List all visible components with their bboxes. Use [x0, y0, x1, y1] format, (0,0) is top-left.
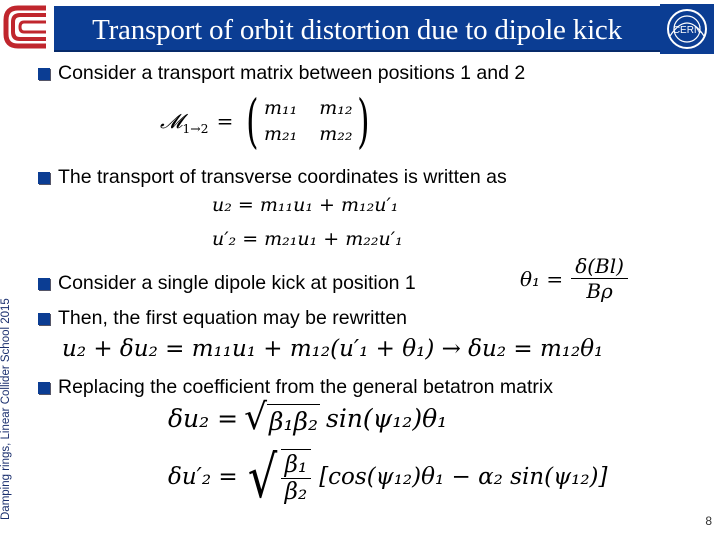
- matrix-lhs: 𝓜: [160, 109, 183, 133]
- theta-equation: [520, 254, 628, 303]
- m12: m₁₂: [319, 97, 353, 119]
- matrix-subscript: 1→2: [182, 120, 209, 136]
- delta-u2-prime-denominator: β₂: [284, 479, 308, 505]
- bullet-item: [38, 272, 416, 295]
- bullet-marker: [38, 68, 50, 80]
- cern-logo: [660, 4, 714, 54]
- matrix-equation: 𝓜 $_{1\to 2}$ = ( m₁₁ m₁₂ m₂₁ m₂₂ ): [160, 87, 371, 155]
- delta-u2-equation: δu₂ = √ β₁β₂ sin(ψ₁₂)θ₁: [168, 397, 448, 438]
- bullet-text: Replacing the coefficient from the general betatron matrix: [58, 376, 553, 398]
- transport-equation-u2-prime: u′₂ = m₂₁u₁ + m₂₂u′₁: [212, 228, 403, 250]
- rewritten-equation: u₂ + δu₂ = m₁₁u₁ + m₁₂(u′₁ + θ₁) → δu₂ = m₁₂θ₁: [62, 336, 604, 362]
- delta-u2-lhs: δu₂ =: [168, 403, 239, 433]
- title-bar: [54, 6, 660, 52]
- slide-title: Transport of orbit distortion due to dipole kick: [92, 14, 622, 46]
- delta-u2-prime-numerator: β₁: [281, 452, 312, 479]
- bullet-marker: [38, 382, 50, 394]
- side-label: Damping rings, Linear Collider School 2015: [0, 298, 12, 520]
- delta-u2-root: β₁β₂: [267, 404, 320, 436]
- bullet-text: The transport of transverse coordinates is written as: [58, 166, 507, 188]
- delta-u2-prime-lhs: δu′₂ =: [168, 464, 238, 490]
- delta-u2-rhs: sin(ψ₁₂)θ₁: [325, 403, 448, 433]
- m22: m₂₂: [319, 123, 353, 145]
- bullet-marker: [38, 313, 50, 325]
- theta-numerator: δ(Bl): [571, 254, 628, 279]
- bullet-item: [38, 307, 407, 330]
- cockcroft-logo: [2, 2, 54, 52]
- bullet-item: [38, 166, 507, 189]
- page-number: 8: [705, 514, 712, 528]
- bullet-marker: [38, 172, 50, 184]
- bullet-marker: [38, 278, 50, 290]
- slide-header: [0, 0, 720, 56]
- theta-lhs: θ₁ =: [520, 266, 564, 291]
- bullet-item: [38, 62, 525, 85]
- delta-u2-prime-rhs: [cos(ψ₁₂)θ₁ − α₂ sin(ψ₁₂)]: [319, 464, 608, 490]
- bullet-item: [38, 376, 553, 399]
- transport-equation-u2: u₂ = m₁₁u₁ + m₁₂u′₁: [212, 194, 399, 216]
- bullet-text: Consider a single dipole kick at position 1: [58, 272, 416, 294]
- bullet-text: Consider a transport matrix between positions 1 and 2: [58, 62, 526, 84]
- bullet-text: Then, the first equation may be rewritten: [58, 307, 408, 329]
- m21: m₂₁: [263, 123, 298, 145]
- m11: m₁₁: [263, 97, 298, 119]
- cern-logo-text: CERN: [672, 25, 702, 36]
- delta-u2-prime-equation: δu′₂ = √ $\frac{\text{β₁}}{\text{β₂}}$ [cos(ψ₁₂)θ₁ − α₂ sin(ψ₁₂)]: [168, 443, 608, 511]
- theta-denominator: Bρ: [586, 279, 613, 303]
